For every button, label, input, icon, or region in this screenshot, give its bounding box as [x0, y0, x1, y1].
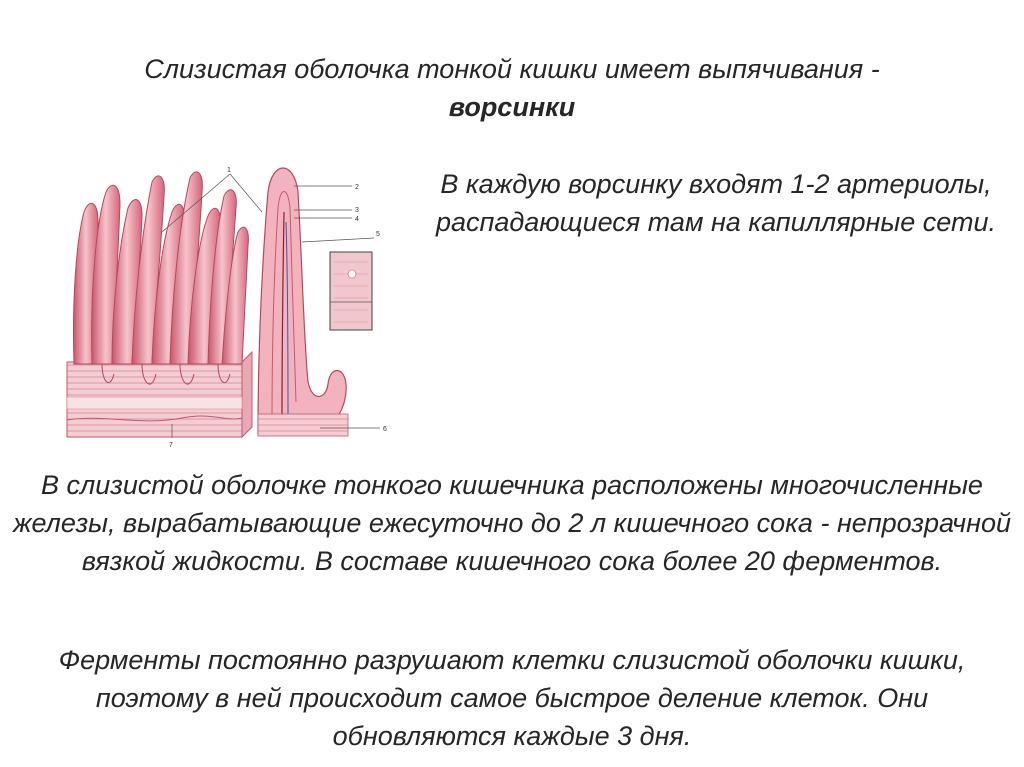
- figure-label-7: 7: [169, 442, 173, 449]
- cell-renewal-paragraph: Ферменты постоянно разрушают клетки слизистой оболочки кишки, поэтому в ней происходит самое быстрое деление клеток. Они обновляются каждые 3 дня.: [58, 645, 966, 751]
- figure-label-6: 6: [383, 426, 387, 433]
- intestinal-juice-paragraph: В слизистой оболочке тонкого кишечника расположены многочисленные железы, вырабатывающие ежесуточно до 2 л кишечного сока - непрозрачной вязкой жидкости. В составе кишечного сока более 20 ферментов.: [12, 470, 1012, 576]
- villi-drawing: [62, 152, 402, 452]
- figure-label-5: 5: [376, 231, 380, 238]
- figure-label-2: 2: [355, 184, 359, 191]
- inset-detail-box: [330, 252, 372, 330]
- figure-label-3: 3: [355, 207, 359, 214]
- intestinal-villi-illustration: [62, 152, 402, 452]
- figure-label-4: 4: [355, 216, 359, 223]
- villi-block: [67, 172, 252, 437]
- title-line2-bold: ворсинки: [448, 92, 576, 122]
- figure-label-1: 1: [227, 167, 231, 174]
- title-line1: Слизистая оболочка тонкой кишки имеет выпячивания -: [144, 54, 880, 84]
- slide-title: [30, 50, 994, 126]
- villus-arterioles-text: В каждую ворсинку входят 1-2 артериолы, распадающиеся там на капиллярные сети.: [435, 169, 997, 237]
